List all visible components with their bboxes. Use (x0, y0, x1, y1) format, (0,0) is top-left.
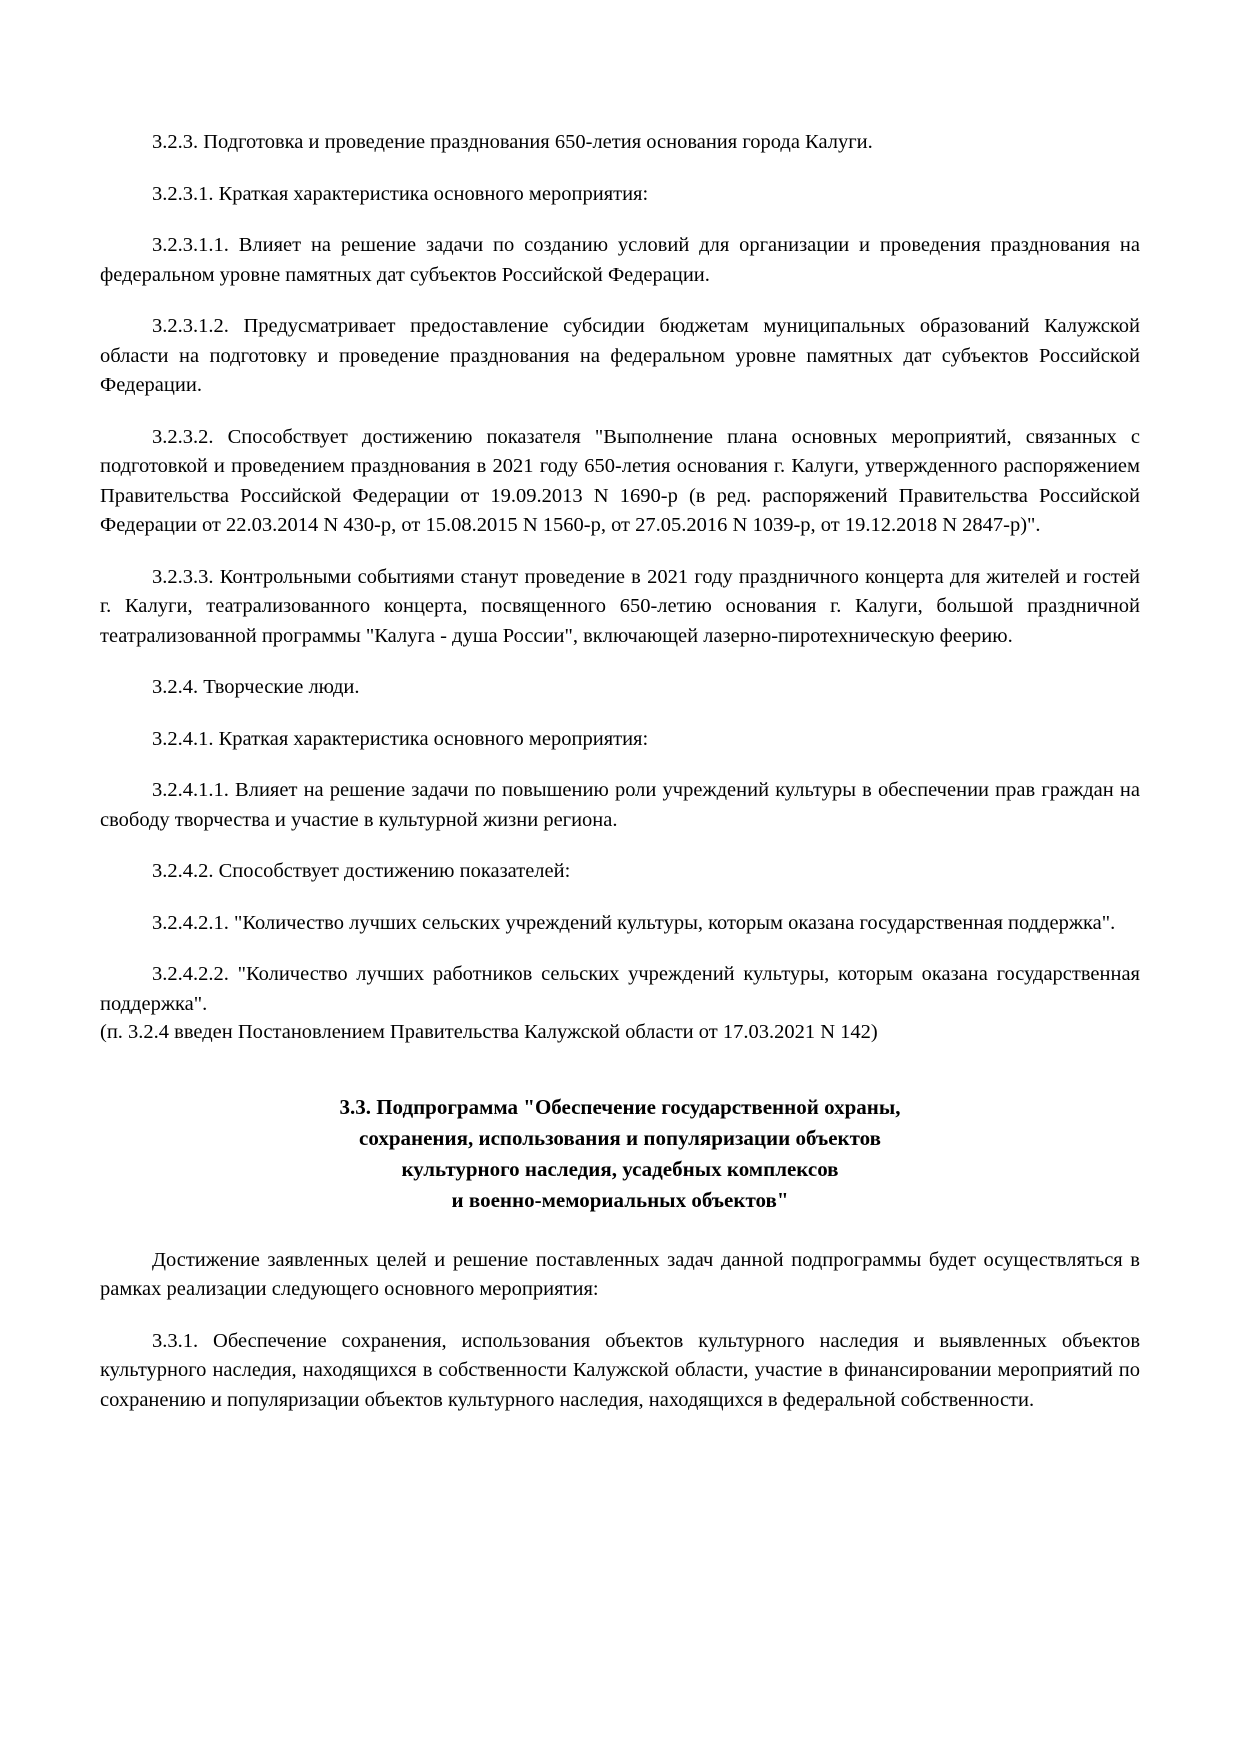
subprogram-heading (100, 1092, 1140, 1216)
paragraph-3-2-4-1-1: 3.2.4.1.1. Влияет на решение задачи по повышению роли учреждений культуры в обеспечении прав граждан на свободу творчества и участие в культурной жизни региона. (100, 779, 1140, 831)
paragraph-3-2-4: 3.2.4. Творческие люди. (152, 676, 360, 698)
paragraph-3-2-4-2-2: 3.2.4.2.2. "Количество лучших работников сельских учреждений культуры, которым оказана государственная поддержка". (100, 963, 1140, 1015)
paragraph-3-2-3-2: 3.2.3.2. Способствует достижению показателя "Выполнение плана основных мероприятий, связанных с подготовкой и проведением празднования в 2021 году 650-летия основания г. Калуги, утвержденного распоряжением Правительства Российской Федерации от 19.09.2013 N 1690-р (в ред. распоряжений Правительства Российской Федерации от 22.03.2014 N 430-р, от 15.08.2015 N 1560-р, от 27.05.2016 N 1039-р, от 19.12.2018 N 2847-р)". (100, 425, 1140, 536)
paragraph-subprogram-intro: Достижение заявленных целей и решение поставленных задач данной подпрограммы будет осуществляться в рамках реализации следующего основного мероприятия: (100, 1248, 1140, 1300)
subprogram-heading-line-2: сохранения, использования и популяризации объектов (359, 1125, 881, 1150)
subprogram-heading-line-4: и военно-мемориальных объектов" (451, 1187, 789, 1212)
document-body (100, 128, 1140, 1415)
paragraph-3-2-4-1: 3.2.4.1. Краткая характеристика основного мероприятия: (152, 727, 649, 750)
paragraph-3-2-3-1-1: 3.2.3.1.1. Влияет на решение задачи по созданию условий для организации и проведения празднования на федеральном уровне памятных дат субъектов Российской Федерации. (100, 234, 1140, 286)
subprogram-heading-line-3: культурного наследия, усадебных комплексов (401, 1156, 839, 1181)
paragraph-3-3-1: 3.3.1. Обеспечение сохранения, использования объектов культурного наследия и выявленных объектов культурного наследия, находящихся в собственности Калужской области, участие в финансировании мероприятий по сохранению и популяризации объектов культурного наследия, находящихся в федеральной собственности. (100, 1329, 1140, 1411)
paragraph-3-2-4-2-1: 3.2.4.2.1. "Количество лучших сельских учреждений культуры, которым оказана государственная поддержка". (152, 911, 1116, 934)
paragraph-3-2-4-2: 3.2.4.2. Способствует достижению показателей: (152, 860, 571, 882)
amendment-note: (п. 3.2.4 введен Постановлением Правительства Калужской области от 17.03.2021 N 142) (100, 1021, 878, 1043)
paragraph-3-2-3-1-2: 3.2.3.1.2. Предусматривает предоставление субсидии бюджетам муниципальных образований Калужской области на подготовку и проведение празднования на федеральном уровне памятных дат субъектов Российской Федерации. (100, 315, 1140, 396)
paragraph-3-2-3-1: 3.2.3.1. Краткая характеристика основного мероприятия: (152, 182, 649, 205)
paragraph-3-2-3-3: 3.2.3.3. Контрольными событиями станут проведение в 2021 году праздничного концерта для жителей и гостей г. Калуги, театрализованного концерта, посвященного 650-летию основания г. Калуги, большой праздничной театрализованной программы "Калуга - душа России", включающей лазерно-пиротехническую феерию. (100, 565, 1140, 647)
paragraph-3-2-3: 3.2.3. Подготовка и проведение празднования 650-летия основания города Калуги. (152, 131, 873, 153)
subprogram-heading-line-1: 3.3. Подпрограмма "Обеспечение государственной охраны, (339, 1094, 901, 1119)
